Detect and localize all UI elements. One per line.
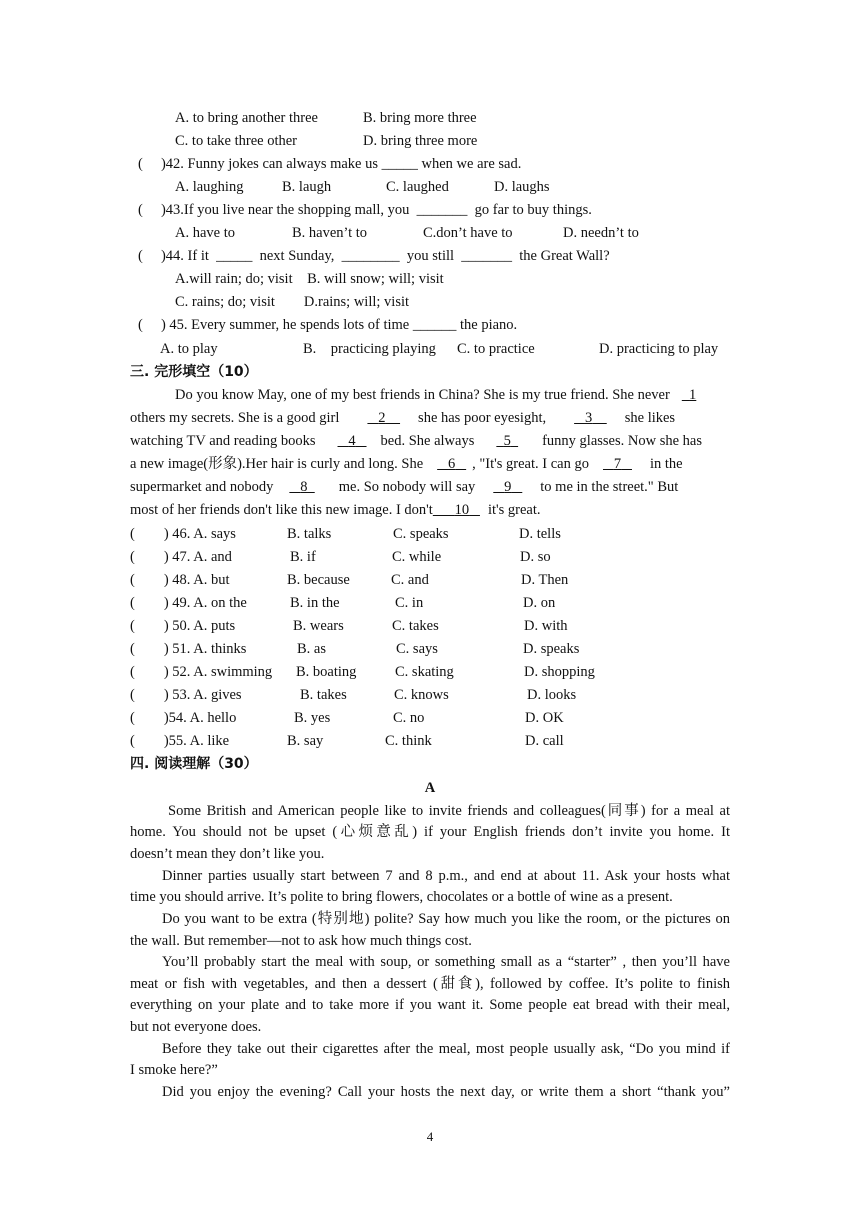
blank-number: 8 <box>300 479 308 495</box>
cloze-text: bed. She always <box>380 433 475 449</box>
q43-option-c: C.don’t have to <box>423 225 513 241</box>
q53-option-d: D. looks <box>527 687 577 703</box>
q42-option-d: D. laughs <box>494 179 550 195</box>
q45-option-a: A. to play <box>160 341 218 357</box>
cloze-text: me. So nobody will say <box>338 479 476 495</box>
q47-option-b: B. if <box>290 549 316 565</box>
q53-option-b: B. takes <box>300 687 347 703</box>
q55-num-a: ( )55. A. like <box>130 733 230 749</box>
q46-option-d: D. tells <box>519 526 561 542</box>
blank-number: 5 <box>503 433 511 449</box>
q47-option-d: D. so <box>520 549 551 565</box>
q45-option-d: D. practicing to play <box>599 341 719 357</box>
passage-line-3: doesn’t mean they don’t like you. <box>130 846 325 862</box>
q54-num-a: ( )54. A. hello <box>130 710 237 726</box>
q42-option-a: A. laughing <box>175 179 244 195</box>
q50-option-c: C. takes <box>392 618 439 634</box>
passage-line-8: You’ll probably start the meal with soup, or something small as a “starter” , then you’ll have <box>162 954 730 970</box>
cloze-text: a new image(形象).Her hair is curly and long. She <box>130 456 424 472</box>
cloze-text: others my secrets. She is a good girl <box>130 410 340 426</box>
q45-option-b: B. practicing playing <box>303 341 436 357</box>
cloze-text: , "It's great. I can go <box>472 456 589 472</box>
q53-num-a: ( ) 53. A. gives <box>130 687 242 703</box>
q54-option-c: C. no <box>393 710 425 726</box>
q42-option-b: B. laugh <box>282 179 332 195</box>
q47-num-a: ( ) 47. A. and <box>130 549 232 565</box>
passage-line-4: Dinner parties usually start between 7 and 8 p.m., and end at about 11. Ask your hosts what <box>162 868 730 884</box>
cloze-line-5 <box>130 478 678 496</box>
cloze-blank-1 <box>682 387 697 403</box>
cloze-text: she likes <box>624 410 676 426</box>
q45-option-c: C. to practice <box>457 341 535 357</box>
q41-option-d: D. bring three more <box>363 133 478 149</box>
cloze-blank-4 <box>338 433 367 449</box>
passage-line-13: I smoke here?” <box>130 1062 218 1078</box>
q51-option-c: C. says <box>396 641 438 657</box>
q44-options-ab: A.will rain; do; visit B. will snow; will; visit <box>175 271 444 287</box>
q41-option-c: C. to take three other <box>175 133 297 149</box>
q43-option-b: B. haven’t to <box>292 225 368 241</box>
q55-option-d: D. call <box>525 733 564 749</box>
q48-option-b: B. because <box>287 572 350 588</box>
cloze-blank-3 <box>574 410 607 426</box>
q48-option-c: C. and <box>391 572 429 588</box>
cloze-text: watching TV and reading books <box>130 433 316 449</box>
cloze-text: to me in the street." But <box>540 479 679 495</box>
cloze-text: funny glasses. Now she has <box>542 433 702 449</box>
q46-option-b: B. talks <box>287 526 332 542</box>
page-number: 4 <box>426 1129 434 1144</box>
q52-option-b: B. boating <box>296 664 357 680</box>
passage-line-9: meat or fish with vegetables, and then a dessert (甜食), followed by coffee. It’s polite to finish <box>130 976 730 992</box>
q50-option-b: B. wears <box>293 618 344 634</box>
passage-line-7: the wall. But remember—not to ask how much things cost. <box>130 933 472 949</box>
cloze-blank-8 <box>289 479 314 495</box>
passage-line-11: but not everyone does. <box>130 1019 262 1035</box>
section-heading-reading: 四. 阅读理解（30） <box>130 756 258 772</box>
q52-option-d: D. shopping <box>524 664 595 680</box>
q49-option-c: C. in <box>395 595 424 611</box>
passage-title: A <box>424 780 436 796</box>
q54-option-b: B. yes <box>294 710 331 726</box>
q55-option-b: B. say <box>287 733 324 749</box>
q49-option-b: B. in the <box>290 595 340 611</box>
q53-option-c: C. knows <box>394 687 449 703</box>
blank-number: 3 <box>584 410 593 426</box>
q42-option-c: C. laughed <box>386 179 449 195</box>
cloze-text: in the <box>649 456 683 472</box>
passage-line-2: home. You should not be upset (心烦意乱) if your English friends don’t invite you home. It <box>130 824 730 840</box>
q49-num-a: ( ) 49. A. on the <box>130 595 247 611</box>
q51-num-a: ( ) 51. A. thinks <box>130 641 247 657</box>
question-44: ( )44. If it _____ next Sunday, ________ you still _______ the Great Wall? <box>138 248 610 264</box>
section-heading-cloze: 三. 完形填空（10） <box>130 364 258 380</box>
passage-line-1: Some British and American people like to invite friends and colleagues(同事) for a meal at <box>168 803 730 819</box>
cloze-line-1 <box>175 386 696 404</box>
q55-option-c: C. think <box>385 733 432 749</box>
q46-option-c: C. speaks <box>393 526 449 542</box>
cloze-blank-10 <box>433 502 480 518</box>
q52-num-a: ( ) 52. A. swimming <box>130 664 273 680</box>
question-42: ( )42. Funny jokes can always make us _____ when we are sad. <box>138 156 522 172</box>
q46-num-a: ( ) 46. A. says <box>130 526 236 542</box>
q48-num-a: ( ) 48. A. but <box>130 572 230 588</box>
q48-option-d: D. Then <box>521 572 569 588</box>
q54-option-d: D. OK <box>525 710 564 726</box>
cloze-line-2 <box>130 409 675 427</box>
cloze-line-3 <box>130 432 702 450</box>
cloze-line-6 <box>130 501 541 519</box>
cloze-text: supermarket and nobody <box>130 479 274 495</box>
q49-option-d: D. on <box>523 595 556 611</box>
cloze-blank-9 <box>493 479 522 495</box>
cloze-blank-2 <box>367 410 400 426</box>
cloze-blank-7 <box>603 456 632 472</box>
blank-number: 1 <box>689 387 697 403</box>
q51-option-b: B. as <box>297 641 326 657</box>
question-43: ( )43.If you live near the shopping mall, you _______ go far to buy things. <box>138 202 592 218</box>
q44-options-cd: C. rains; do; visit D.rains; will; visit <box>175 294 410 310</box>
blank-number: 9 <box>504 479 512 495</box>
cloze-text: it's great. <box>487 502 541 518</box>
passage-line-14: Did you enjoy the evening? Call your hosts the next day, or write them a short “thank you” <box>162 1084 730 1100</box>
q43-option-d: D. needn’t to <box>563 225 639 241</box>
passage-line-5: time you should arrive. It’s polite to bring flowers, chocolates or a bottle of wine as a present. <box>130 889 673 905</box>
q51-option-d: D. speaks <box>523 641 580 657</box>
q50-num-a: ( ) 50. A. puts <box>130 618 236 634</box>
passage-line-12: Before they take out their cigarettes after the meal, most people usually ask, “Do you mind if <box>162 1041 730 1057</box>
cloze-text: she has poor eyesight, <box>418 410 547 426</box>
blank-number: 6 <box>448 456 456 472</box>
cloze-blank-6 <box>437 456 466 472</box>
passage-line-6: Do you want to be extra (特别地) polite? Say how much you like the room, or the pictures on <box>162 911 730 927</box>
question-45: ( ) 45. Every summer, he spends lots of time ______ the piano. <box>138 317 518 333</box>
q50-option-d: D. with <box>524 618 568 634</box>
cloze-text: most of her friends don't like this new image. I don't <box>130 502 433 518</box>
passage-line-10: everything on your plate and to take more if you want it. Some people eat bread with their meal, <box>130 997 730 1013</box>
q43-option-a: A. have to <box>175 225 235 241</box>
cloze-blank-5 <box>496 433 518 449</box>
q41-option-b: B. bring more three <box>363 110 477 126</box>
cloze-text: Do you know May, one of my best friends in China? She is my true friend. She never <box>175 387 670 403</box>
blank-number: 10 <box>454 502 470 518</box>
q47-option-c: C. while <box>392 549 442 565</box>
q52-option-c: C. skating <box>395 664 454 680</box>
q41-option-a: A. to bring another three <box>175 110 318 126</box>
blank-number: 7 <box>613 456 622 472</box>
cloze-line-4 <box>130 455 683 473</box>
blank-number: 4 <box>348 433 356 449</box>
blank-number: 2 <box>378 410 386 426</box>
